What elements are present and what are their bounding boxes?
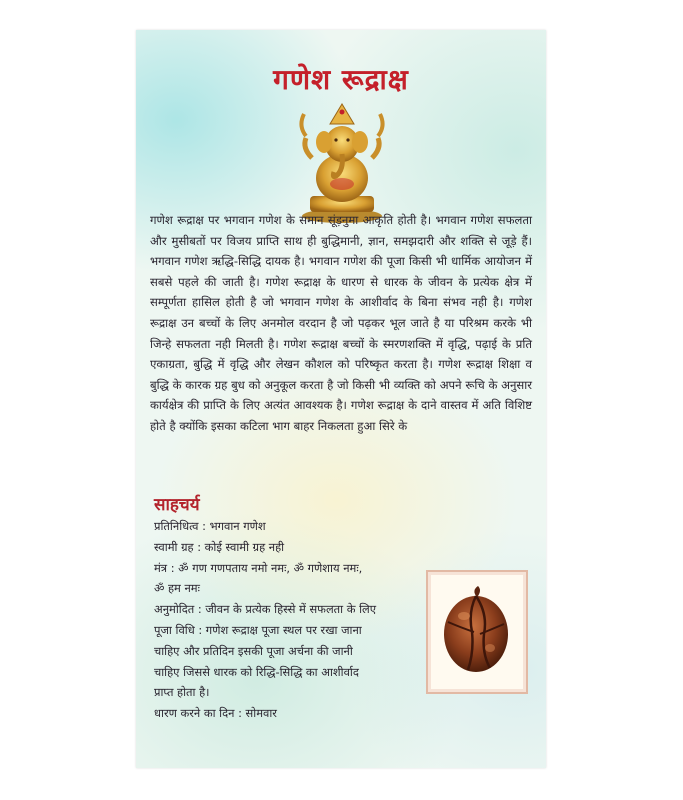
rudraksha-bead-frame [426, 570, 528, 694]
description-paragraph: गणेश रूद्राक्ष पर भगवान गणेश के समान सूंड़नुमा आकृति होती है। भगवान गणेश सफलता और मुसीबतों पर विजय प्राप्ति साथ ही बुद्धिमानी, ज्ञान, समझदारी और शक्ति से जूड़े हैं। भगवान गणेश ऋद्धि-सिद्धि दायक है। भगवान गणेश की पूजा किसी भी धार्मिक आयोजन में सबसे पहले की जाती है। गणेश रूद्राक्ष के धारण से धारक के जीवन के प्रत्येक क्षेत्र में सम्पूर्णता हासिल होती है जो भगवान गणेश के आशीर्वाद के बिना संभव नही है। गणेश रूद्राक्ष उन बच्चों के लिए अनमोल वरदान है जो पढ़कर भूल जाते है या परिश्रम करके भी जिन्हे सफलता नही मिलती है। गणेश रूद्राक्ष बच्चों के स्मरणशक्ति में वृद्धि, पढ़ाई के प्रति एकाग्रता, बुद्धि में वृद्धि और लेखन कौशल को परिष्कृत करता है। गणेश रूद्राक्ष शिक्षा व बुद्धि के कारक ग्रह बुध को अनुकूल करता है जो किसी भी व्यक्ति को अपने रूचि के अनुसार कार्यक्षेत्र की प्राप्ति के लिए अत्यंत आवश्यक है। गणेश रूद्राक्ष के दाने वास्तव में अति विशिष्ट होते है क्योंकि इसका कटिला भाग बाहर निकलता हुआ सिरे के [150, 213, 532, 433]
page-title: गणेश रूद्राक्ष [273, 63, 409, 96]
section-heading-association: साहचर्य [154, 495, 200, 515]
ganesha-image [296, 96, 388, 224]
attribute-line: चाहिए और प्रतिदिन इसकी पूजा अर्चना की जानी [154, 643, 353, 658]
attribute-line: स्वामी ग्रह : कोई स्वामी ग्रह नही [154, 539, 285, 554]
attribute-line: अनुमोदित : जीवन के प्रत्येक हिस्से में सफलता के लिए [154, 602, 377, 617]
attribute-line: प्रतिनिधित्व : भगवान गणेश [154, 519, 266, 533]
attribute-line: धारण करने का दिन : सोमवार [154, 706, 277, 721]
attribute-line: प्राप्त होता है। [154, 685, 210, 700]
attribute-line: पूजा विधि : गणेश रूद्राक्ष पूजा स्थल पर रखा जाना [154, 622, 362, 637]
attribute-line: ॐ हम नमः [154, 581, 200, 596]
book-page [136, 30, 546, 768]
attribute-line: चाहिए जिससे धारक को रिद्धि-सिद्धि का आशीर्वाद [154, 664, 359, 679]
rudraksha-bead-image [428, 572, 526, 692]
attributes-list [154, 516, 454, 724]
attribute-line: मंत्र : ॐ गण गणपताय नमो नमः, ॐ गणेशाय नमः, [154, 560, 363, 575]
